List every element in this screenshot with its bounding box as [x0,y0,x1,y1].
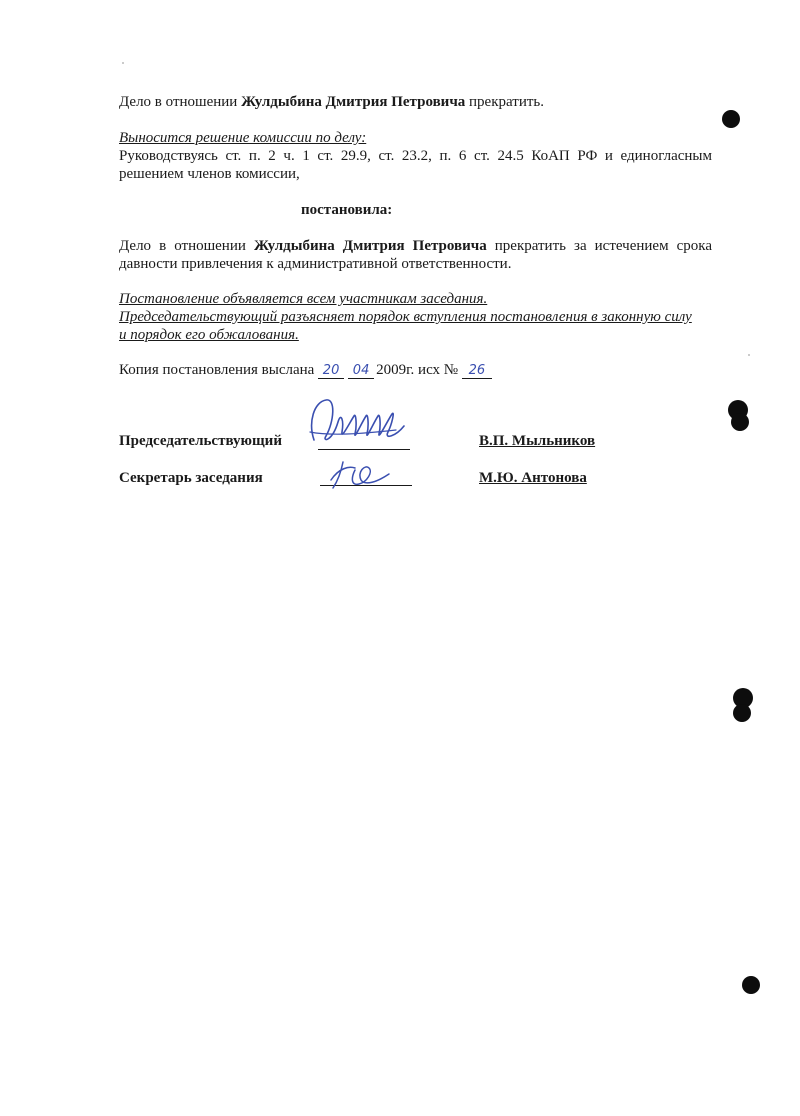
copy-sent-prefix: Копия постановления выслана [119,362,319,378]
chair-signature-line [318,449,410,450]
copy-sent-day: 20 [322,363,340,378]
copy-sent-day-field [318,361,344,379]
resolution-suffix: прекратить за истечением срока [486,238,712,254]
announcement-line-3: и порядок его обжалования. [119,327,299,343]
defendant-name: Жулдыбина Дмитрия Петровича [241,94,466,110]
chair-label: Председательствующий [119,433,282,449]
resolved-heading: постановила: [301,202,393,218]
scan-speck [748,354,750,356]
resolution-defendant-name: Жулдыбина Дмитрия Петровича [253,238,487,254]
resolution-line-1 [119,237,712,255]
announcement-line-2: Председательствующий разъясняет порядок вступления постановления в законную силу [119,309,692,325]
punch-hole-1 [722,110,740,128]
punch-hole-2b [731,413,749,431]
decision-line [119,93,544,111]
announcement-line-1: Постановление объявляется всем участникам заседания. [119,291,488,307]
guidance-line-1: Руководствуясь ст. п. 2 ч. 1 ст. 29.9, ст. 23.2, п. 6 ст. 24.5 КоАП РФ и единогласным [119,148,712,164]
secretary-name: М.Ю. Антонова [479,470,587,486]
copy-sent-month-field [348,361,374,379]
copy-sent-year: 2009г. исх № [376,362,462,378]
copy-sent-number-field [462,361,492,379]
decision-suffix: прекратить. [465,94,545,110]
punch-hole-4 [742,976,760,994]
resolution-prefix: Дело в отношении [119,238,254,254]
scan-speck [122,62,124,64]
chair-signature [300,392,410,452]
copy-sent-line [119,361,492,379]
copy-sent-number: 26 [468,363,486,378]
copy-sent-month: 04 [352,363,370,378]
guidance-line-2: решением членов комиссии, [119,166,300,182]
secretary-signature [325,458,395,492]
decision-prefix: Дело в отношении [119,94,242,110]
chair-name: В.П. Мыльников [479,433,596,449]
secretary-label: Секретарь заседания [119,470,263,486]
punch-hole-3b [733,704,751,722]
secretary-signature-line [320,485,412,486]
commission-heading: Выносится решение комиссии по делу: [119,130,367,146]
resolution-line-2: давности привлечения к административной ответственности. [119,256,512,272]
